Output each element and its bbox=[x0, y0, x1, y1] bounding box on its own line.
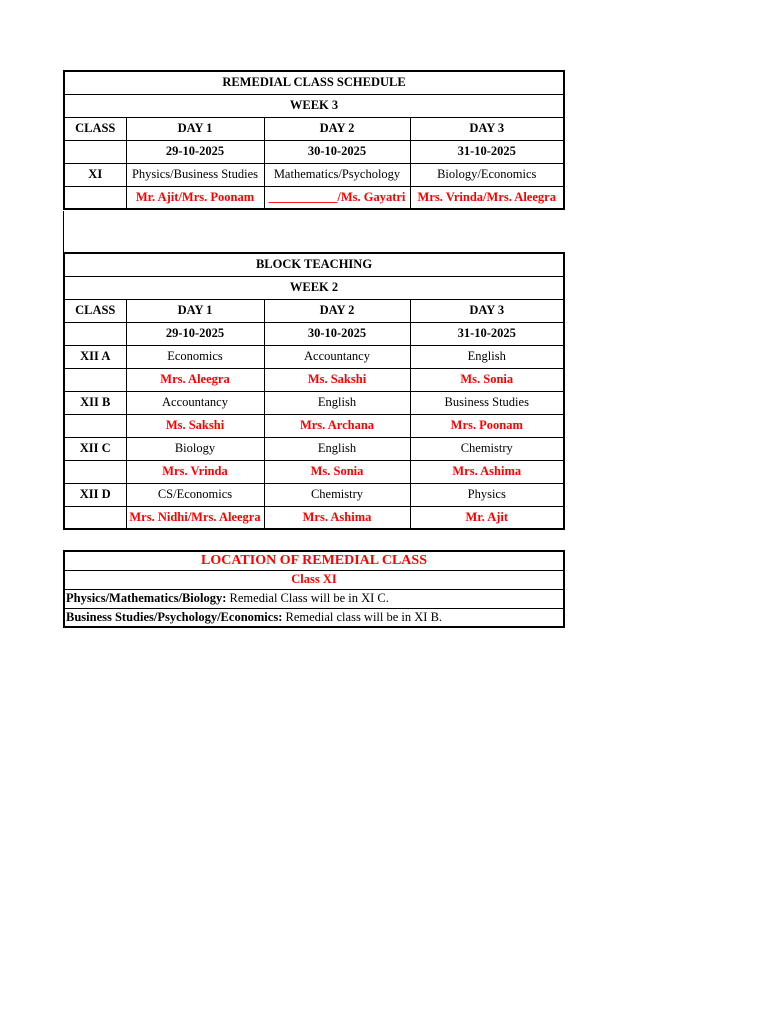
empty-cell bbox=[64, 506, 126, 529]
empty-cell bbox=[64, 460, 126, 483]
subject-cell: Accountancy bbox=[126, 391, 264, 414]
list-item bbox=[64, 608, 564, 627]
header-day-2: DAY 2 bbox=[264, 299, 410, 322]
teacher-cell: ___________/Ms. Gayatri bbox=[264, 186, 410, 209]
subject-cell: English bbox=[264, 437, 410, 460]
subject-cell: CS/Economics bbox=[126, 483, 264, 506]
subject-cell: Accountancy bbox=[264, 345, 410, 368]
location-label: Business Studies/Psychology/Economics: bbox=[66, 609, 283, 624]
table-row bbox=[64, 186, 564, 209]
date-day-3: 31-10-2025 bbox=[410, 140, 564, 163]
table-row bbox=[64, 506, 564, 529]
teacher-cell: Ms. Sakshi bbox=[126, 414, 264, 437]
header-day-2: DAY 2 bbox=[264, 117, 410, 140]
date-day-1: 29-10-2025 bbox=[126, 140, 264, 163]
teacher-cell: Mrs. Vrinda bbox=[126, 460, 264, 483]
block-week: WEEK 2 bbox=[64, 276, 564, 299]
location-text: Remedial class will be in XI B. bbox=[282, 609, 443, 624]
table-row bbox=[64, 391, 564, 414]
teacher-cell: Ms. Sonia bbox=[264, 460, 410, 483]
subject-cell: English bbox=[410, 345, 564, 368]
block-teaching-table bbox=[63, 252, 565, 530]
header-class: CLASS bbox=[64, 299, 126, 322]
subject-cell: English bbox=[264, 391, 410, 414]
subject-cell: Economics bbox=[126, 345, 264, 368]
date-empty-cell bbox=[64, 140, 126, 163]
class-cell: XI bbox=[64, 163, 126, 186]
date-empty-cell bbox=[64, 322, 126, 345]
location-label: Physics/Mathematics/Biology: bbox=[66, 591, 227, 605]
date-day-2: 30-10-2025 bbox=[264, 140, 410, 163]
date-day-1: 29-10-2025 bbox=[126, 322, 264, 345]
class-cell: XII B bbox=[64, 391, 126, 414]
location-line bbox=[64, 589, 564, 608]
teacher-cell: Mrs. Vrinda/Mrs. Aleegra bbox=[410, 186, 564, 209]
list-item bbox=[64, 589, 564, 608]
teacher-cell: Mrs. Archana bbox=[264, 414, 410, 437]
date-day-2: 30-10-2025 bbox=[264, 322, 410, 345]
teacher-cell: Mrs. Ashima bbox=[410, 460, 564, 483]
divider-line bbox=[63, 211, 64, 252]
table-row bbox=[64, 437, 564, 460]
class-cell: XII D bbox=[64, 483, 126, 506]
subject-cell: Physics bbox=[410, 483, 564, 506]
teacher-cell: Mr. Ajit bbox=[410, 506, 564, 529]
location-line bbox=[64, 608, 564, 627]
header-day-3: DAY 3 bbox=[410, 299, 564, 322]
table-row bbox=[64, 414, 564, 437]
remedial-schedule-table bbox=[63, 70, 565, 210]
table-row bbox=[64, 368, 564, 391]
remedial-title: REMEDIAL CLASS SCHEDULE bbox=[64, 71, 564, 94]
subject-cell: Chemistry bbox=[264, 483, 410, 506]
header-day-1: DAY 1 bbox=[126, 299, 264, 322]
table-row bbox=[64, 460, 564, 483]
empty-cell bbox=[64, 368, 126, 391]
location-table bbox=[63, 550, 565, 628]
table-row bbox=[64, 345, 564, 368]
teacher-cell: Mr. Ajit/Mrs. Poonam bbox=[126, 186, 264, 209]
header-class: CLASS bbox=[64, 117, 126, 140]
empty-cell bbox=[64, 414, 126, 437]
teacher-cell: Mrs. Nidhi/Mrs. Aleegra bbox=[126, 506, 264, 529]
teacher-cell: Mrs. Poonam bbox=[410, 414, 564, 437]
location-title: LOCATION OF REMEDIAL CLASS bbox=[64, 551, 564, 570]
teacher-cell: Ms. Sakshi bbox=[264, 368, 410, 391]
class-cell: XII A bbox=[64, 345, 126, 368]
location-subtitle: Class XI bbox=[64, 570, 564, 589]
subject-cell: Biology/Economics bbox=[410, 163, 564, 186]
header-day-1: DAY 1 bbox=[126, 117, 264, 140]
location-text: Remedial Class will be in XI C. bbox=[226, 591, 389, 605]
subject-cell: Chemistry bbox=[410, 437, 564, 460]
subject-cell: Mathematics/Psychology bbox=[264, 163, 410, 186]
empty-cell bbox=[64, 186, 126, 209]
table-row bbox=[64, 483, 564, 506]
subject-cell: Business Studies bbox=[410, 391, 564, 414]
header-day-3: DAY 3 bbox=[410, 117, 564, 140]
teacher-cell: Mrs. Ashima bbox=[264, 506, 410, 529]
teacher-cell: Ms. Sonia bbox=[410, 368, 564, 391]
remedial-week: WEEK 3 bbox=[64, 94, 564, 117]
class-cell: XII C bbox=[64, 437, 126, 460]
subject-cell: Physics/Business Studies bbox=[126, 163, 264, 186]
table-row bbox=[64, 163, 564, 186]
date-day-3: 31-10-2025 bbox=[410, 322, 564, 345]
teacher-cell: Mrs. Aleegra bbox=[126, 368, 264, 391]
block-title: BLOCK TEACHING bbox=[64, 253, 564, 276]
subject-cell: Biology bbox=[126, 437, 264, 460]
